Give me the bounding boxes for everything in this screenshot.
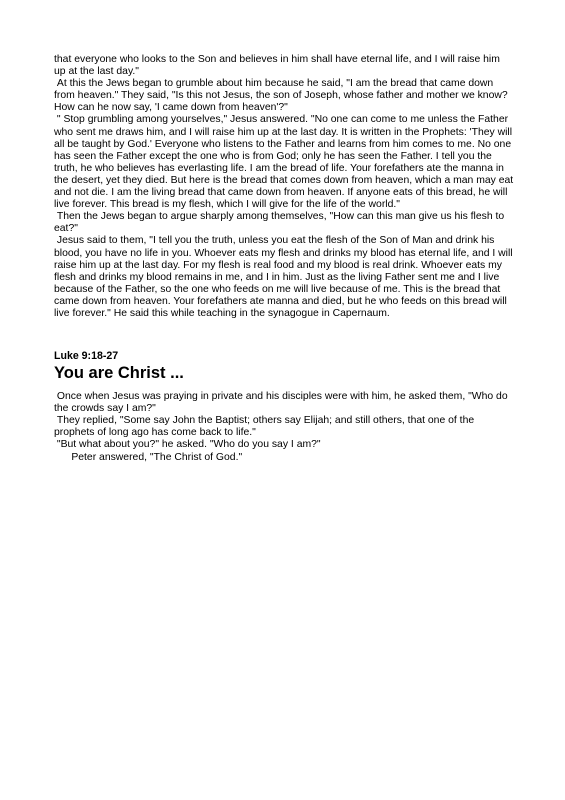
paragraph: Peter answered, "The Christ of God." (54, 451, 243, 463)
section-spacer (54, 320, 514, 350)
passage-luke-9 (54, 350, 514, 464)
paragraph: Jesus said to them, "I tell you the truth, unless you eat the flesh of the Son of Man and drink his blood, you have no life in you. Whoever eats my flesh and drinks my blood has eternal life, and I will raise him up at the last day. For my flesh is real food and my blood is real drink. Whoever eats my flesh and drinks my blood remains in me, and I in him. Just as the living Father sent me and I live because of the Father, so the one who feeds on me will live because of me. This is the bread that came down from heaven. Your forefathers ate manna and died, but he who feeds on this bread will live forever." He said this while teaching in the synagogue in Capernaum. (54, 235, 516, 319)
paragraph: Once when Jesus was praying in private and his disciples were with him, he asked them, "Who do the crowds say I am?" (54, 391, 511, 415)
passage-john-6 (54, 54, 517, 320)
scripture-reference: Luke 9:18-27 (54, 350, 119, 363)
paragraph: "But what about you?" he asked. "Who do you say I am?" (54, 439, 321, 451)
section-title: You are Christ ... (54, 364, 184, 383)
paragraph: " Stop grumbling among yourselves," Jesus answered. "No one can come to me unless the Father who sent me draws him, and I will raise him up at the last day. It is written in the Prophets: 'They will all be taught by God.' Everyone who listens to the Father and learns from him comes to me. No one has seen the Father except the one who is from God; only he has seen the Father. I tell you the truth, he who believes has everlasting life. I am the bread of life. Your forefathers ate the manna in the desert, yet they died. But here is the bread that comes down from heaven, which a man may eat and not die. I am the living bread that came down from heaven. If anyone eats of this bread, he will live forever. This bread is my flesh, which I will give for the life of the world." (54, 114, 517, 211)
document-page (54, 54, 517, 464)
paragraph: At this the Jews began to grumble about him because he said, "I am the bread that came down from heaven." They said, "Is this not Jesus, the son of Joseph, whose father and mother we know? How can he now say, 'I came down from heaven'?" (54, 78, 511, 114)
paragraph: Then the Jews began to argue sharply among themselves, "How can this man give us his flesh to eat?" (54, 211, 508, 235)
paragraph: They replied, "Some say John the Baptist; others say Elijah; and still others, that one of the prophets of long ago has come back to life." (54, 415, 478, 439)
paragraph: that everyone who looks to the Son and believes in him shall have eternal life, and I will raise him up at the last day." (54, 54, 503, 78)
